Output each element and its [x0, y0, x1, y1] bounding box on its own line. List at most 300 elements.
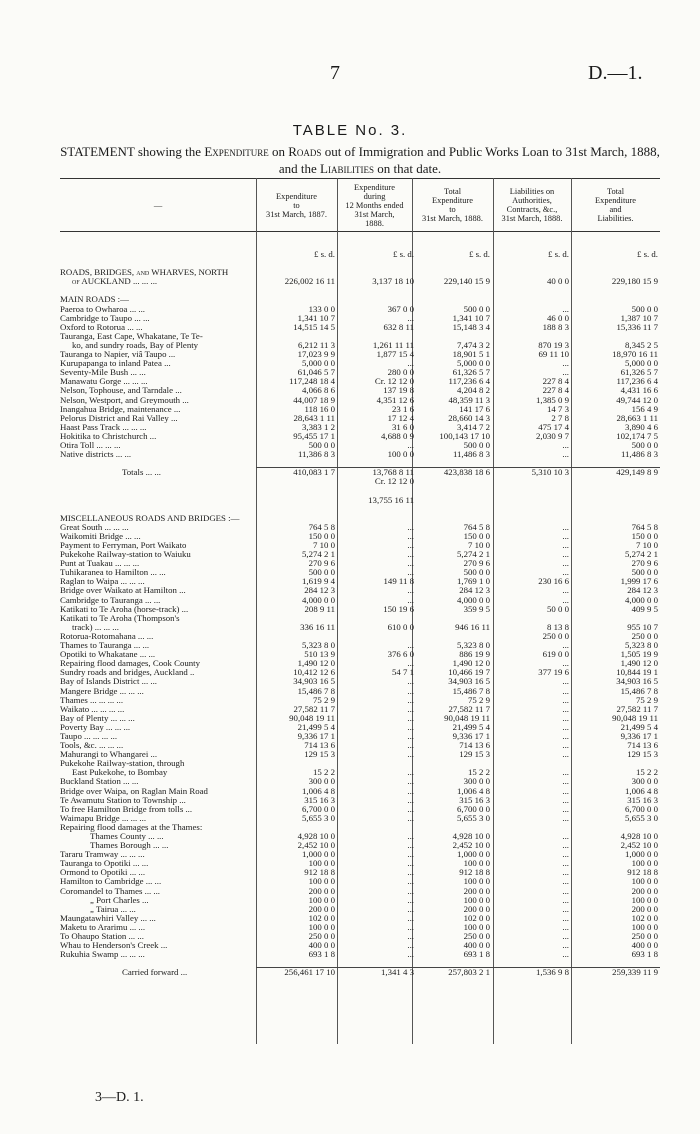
table-row: [60, 941, 660, 950]
row-description: Bridge over Waikato at Hamilton ...: [60, 586, 186, 596]
amount-cell: 270 9 6: [631, 558, 658, 569]
header-expenditure-1887: Expenditure to 31st March, 1887.: [266, 191, 327, 219]
table-row: [60, 596, 660, 605]
row-description: Waimapu Bridge ... ... ...: [60, 813, 147, 823]
table-row: [60, 441, 660, 450]
amount-cell: 2,030 9 7: [536, 430, 569, 441]
table-row: [60, 832, 660, 841]
amount-cell: 27,582 11 7: [616, 703, 658, 714]
amount-cell: ...: [562, 521, 569, 532]
header-total-with-liabilities: Total Expenditure and Liabilities.: [595, 187, 636, 223]
amount-cell: 2,452 10 0: [452, 840, 490, 851]
amount-cell: ...: [407, 567, 414, 578]
header-total-expenditure: Total Expenditure to 31st March, 1888.: [422, 187, 483, 223]
amount-cell: 4,000 0 0: [302, 594, 335, 605]
amount-cell: 46 0 0: [547, 312, 569, 323]
amount-cell: ...: [562, 885, 569, 896]
row-description: Katikati to Te Aroha (horse-track) ...: [60, 604, 189, 614]
amount-cell: 423,838 18 6: [443, 467, 490, 478]
unit-label: £ s. d.: [547, 249, 569, 259]
table-row: [60, 732, 660, 741]
amount-cell: 619 0 0: [542, 649, 569, 660]
amount-cell: ...: [407, 558, 414, 569]
amount-cell: 429,149 8 9: [616, 467, 658, 478]
amount-cell: 500 0 0: [308, 439, 335, 450]
amount-cell: 632 8 11: [383, 321, 414, 332]
amount-cell: 208 9 11: [304, 603, 335, 614]
amount-cell: ...: [407, 730, 414, 741]
amount-cell: 500 0 0: [631, 303, 658, 314]
row-description: Hamilton to Cambridge ... ...: [60, 877, 162, 887]
amount-cell: ...: [407, 521, 414, 532]
amount-cell: 5,000 0 0: [457, 358, 490, 369]
amount-cell: ...: [562, 903, 569, 914]
row-description: Rukuhia Swamp ... ... ...: [60, 950, 145, 960]
amount-cell: 48,359 11 3: [448, 394, 490, 405]
row-description: Repairing flood damages at the Thames:: [60, 822, 203, 832]
amount-cell: 1,490 12 0: [620, 658, 658, 669]
table-row: [60, 605, 660, 614]
amount-cell: ...: [407, 312, 414, 323]
amount-cell: ...: [562, 767, 569, 778]
amount-cell: 11,486 8 3: [452, 449, 490, 460]
table-row: [60, 314, 660, 323]
row-description: Bay of Plenty ... ... ...: [60, 713, 135, 723]
header-expenditure-during-year: Expenditure during 12 Months ended 31st March, 1888.: [345, 182, 404, 228]
row-description: Pukekohe Railway-station, through: [60, 759, 185, 769]
amount-cell: ...: [562, 358, 569, 369]
amount-cell: 1,769 1 0: [457, 576, 490, 587]
amount-cell: ...: [562, 940, 569, 951]
amount-cell: ...: [407, 940, 414, 951]
table-row: [60, 750, 660, 759]
amount-cell: 4,351 12 6: [376, 394, 414, 405]
amount-cell: ...: [407, 849, 414, 860]
rule-line: [256, 967, 660, 968]
row-description: Tauranga, East Cape, Whakatane, Te Te-: [60, 331, 203, 341]
amount-cell: 100 0 0: [463, 858, 490, 869]
amount-cell: ...: [562, 676, 569, 687]
row-description: Rotorua-Rotomahana ... ...: [60, 631, 154, 641]
amount-cell: ...: [562, 740, 569, 751]
table-row: [60, 295, 660, 304]
amount-cell: ...: [407, 885, 414, 896]
table-row: [60, 641, 660, 650]
amount-cell: 7 10 0: [468, 540, 490, 550]
table-row: [60, 796, 660, 805]
amount-cell: 100 0 0: [463, 894, 490, 905]
amount-cell: 300 0 0: [463, 776, 490, 787]
table-row: [60, 623, 660, 632]
table-row: [60, 514, 660, 523]
amount-cell: ...: [562, 803, 569, 814]
row-description: Bay of Islands District ... ...: [60, 677, 157, 687]
amount-cell: ...: [562, 594, 569, 605]
amount-cell: 2,452 10 0: [297, 840, 335, 851]
amount-cell: 250 0 0: [542, 630, 569, 641]
amount-cell: 6,700 0 0: [625, 803, 658, 814]
table-row: [60, 787, 660, 796]
row-description: Whau to Henderson's Creek ...: [60, 941, 168, 951]
amount-cell: ...: [407, 740, 414, 751]
amount-cell: 250 0 0: [308, 931, 335, 942]
amount-cell: 49,744 12 0: [616, 394, 658, 405]
amount-cell: 5,655 3 0: [625, 812, 658, 823]
amount-cell: ...: [562, 730, 569, 741]
row-description: Maungatawhiri Valley ... ...: [60, 913, 156, 923]
table-row: [60, 541, 660, 550]
table-row: [60, 568, 660, 577]
amount-cell: ...: [562, 367, 569, 378]
amount-cell: 34,903 16 5: [616, 676, 658, 687]
amount-cell: 100 0 0: [463, 921, 490, 932]
table-title: TABLE No. 3.: [292, 122, 408, 139]
amount-cell: 150 0 0: [308, 530, 335, 541]
amount-cell: 5,323 8 0: [302, 640, 335, 651]
spacer: [60, 505, 660, 514]
row-description: Tools, &c. ... ... ...: [60, 741, 124, 751]
row-description: of AUCKLAND ... ... ...: [72, 277, 158, 287]
amount-cell: 137 19 8: [383, 385, 414, 396]
row-description: Opotiki to Whakatane ... ...: [60, 650, 156, 660]
amount-cell: 284 12 3: [459, 585, 490, 596]
amount-cell: ...: [407, 658, 414, 669]
amount-cell: ...: [407, 594, 414, 605]
amount-cell: 9,336 17 1: [620, 730, 658, 741]
amount-cell: ...: [562, 567, 569, 578]
amount-cell: 11,386 8 3: [297, 449, 335, 460]
amount-cell: 764 5 8: [308, 521, 335, 532]
amount-cell: 102 0 0: [308, 912, 335, 923]
amount-cell: ...: [562, 549, 569, 560]
rule-line: [256, 467, 660, 468]
amount-cell: 4,928 10 0: [620, 831, 658, 841]
amount-cell: 912 18 8: [459, 867, 490, 878]
amount-cell: 150 0 0: [463, 530, 490, 541]
amount-cell: 15,486 7 8: [620, 685, 658, 696]
table-body: [60, 250, 660, 978]
amount-cell: 100 0 0: [631, 858, 658, 869]
amount-cell: ...: [562, 658, 569, 669]
amount-cell: 315 16 3: [627, 794, 658, 805]
amount-cell: 10,844 19 1: [616, 667, 658, 678]
amount-cell: ...: [562, 712, 569, 723]
unit-label: £ s. d.: [392, 249, 414, 259]
amount-cell: 149 11 8: [383, 576, 414, 587]
amount-cell: ...: [407, 721, 414, 732]
amount-cell: ...: [562, 640, 569, 651]
amount-cell: 300 0 0: [308, 776, 335, 787]
amount-cell: 150 0 0: [631, 530, 658, 541]
amount-cell: ...: [407, 712, 414, 723]
amount-cell: ...: [562, 540, 569, 550]
page-footer-ref: 3—D. 1.: [95, 1090, 144, 1105]
table-row: [60, 350, 660, 359]
statement-caption: STATEMENT showing the Expenditure on Roads out of Immigration and Public Works Loan to 31st March, 1888, and the Liabilities on that date.: [60, 144, 660, 176]
row-description: Sundry roads and bridges, Auckland ..: [60, 668, 195, 678]
amount-cell: 1,619 9 4: [302, 576, 335, 587]
amount-cell: 764 5 8: [463, 521, 490, 532]
amount-cell: 75 2 9: [636, 694, 658, 705]
table-row: [60, 968, 660, 977]
amount-cell: 1,387 10 7: [620, 312, 658, 323]
amount-cell: 693 1 8: [463, 949, 490, 960]
amount-cell: 1,536 9 8: [536, 967, 569, 978]
amount-cell: 5,655 3 0: [457, 812, 490, 823]
row-description: Otira Toll ... ... ...: [60, 440, 121, 450]
row-description: Katikati to Te Aroha (Thompson's: [60, 613, 180, 623]
amount-cell: 1,000 0 0: [302, 849, 335, 860]
amount-cell: ...: [407, 876, 414, 887]
amount-cell: 714 13 6: [304, 740, 335, 751]
row-description: Thames Borough ... ...: [90, 841, 169, 851]
amount-cell: 15,336 11 7: [616, 321, 658, 332]
amount-cell: 1,261 11 11: [372, 339, 414, 350]
amount-cell: ...: [407, 812, 414, 823]
amount-cell: 946 16 11: [455, 621, 490, 632]
amount-cell: 34,903 16 5: [448, 676, 490, 687]
amount-cell: ...: [562, 530, 569, 541]
amount-cell: 23 1 6: [392, 403, 414, 414]
row-description: track) ... ... ...: [72, 622, 119, 632]
table-row: [60, 359, 660, 368]
amount-cell: 912 18 8: [304, 867, 335, 878]
amount-cell: 500 0 0: [463, 439, 490, 450]
amount-cell: ...: [407, 767, 414, 778]
row-description: Seventy-Mile Bush ... ...: [60, 368, 146, 378]
amount-cell: 14,515 14 5: [293, 321, 335, 332]
amount-cell: 95,455 17 1: [293, 430, 335, 441]
table-row: [60, 450, 660, 459]
table-row: [60, 550, 660, 559]
row-description: Maketu to Ararimu ... ...: [60, 922, 146, 932]
amount-cell: 102 0 0: [463, 912, 490, 923]
amount-cell: 129 15 3: [459, 749, 490, 760]
table-row: [60, 614, 660, 623]
row-description: ko, and sundry roads, Bay of Plenty: [72, 340, 199, 350]
amount-cell: 6,212 11 3: [297, 339, 335, 350]
table-row: [60, 650, 660, 659]
amount-cell: 4,688 0 9: [381, 430, 414, 441]
amount-cell: 102 0 0: [631, 912, 658, 923]
amount-cell: 50 0 0: [547, 603, 569, 614]
row-description: MISCELLANEOUS ROADS AND BRIDGES :—: [60, 513, 240, 523]
amount-cell: ...: [407, 694, 414, 705]
row-description: To Ohaupo Station ... ...: [60, 932, 144, 942]
amount-cell: 13,768 8 11: [372, 467, 414, 478]
unit-label: £ s. d.: [636, 249, 658, 259]
amount-cell: ...: [407, 903, 414, 914]
amount-cell: 13,755 16 11: [368, 494, 414, 505]
row-description: Coromandel to Thames ... ...: [60, 886, 161, 896]
amount-cell: 75 2 9: [313, 694, 335, 705]
amount-cell: 100 0 0: [308, 858, 335, 869]
table-row: [60, 950, 660, 959]
row-description: Totals ... ...: [122, 468, 161, 478]
amount-cell: 100,143 17 10: [439, 430, 490, 441]
row-description: Mangere Bridge ... ... ...: [60, 686, 144, 696]
amount-cell: ...: [407, 840, 414, 851]
row-description: To free Hamilton Bridge from tolls ...: [60, 804, 193, 814]
amount-cell: ...: [407, 585, 414, 596]
amount-cell: ...: [407, 803, 414, 814]
amount-cell: 226,002 16 11: [284, 276, 335, 287]
amount-cell: ...: [407, 749, 414, 760]
row-description: Poverty Bay ... ... ...: [60, 722, 131, 732]
amount-cell: 1,000 0 0: [625, 849, 658, 860]
amount-cell: 5,274 2 1: [625, 549, 658, 560]
amount-cell: 118 16 0: [304, 403, 335, 414]
amount-cell: ...: [562, 776, 569, 787]
amount-cell: 44,007 18 9: [293, 394, 335, 405]
header-description: —: [153, 200, 163, 210]
amount-cell: 5,274 2 1: [302, 549, 335, 560]
row-description: Buckland Station ... ...: [60, 777, 139, 787]
amount-cell: ...: [562, 439, 569, 450]
row-description: Waikato ... ... ... ...: [60, 704, 125, 714]
row-description: Oxford to Rotorua ... ...: [60, 322, 143, 332]
table-row: [60, 277, 660, 286]
table-row: [60, 577, 660, 586]
amount-cell: ...: [407, 949, 414, 960]
row-description: Mahurangi to Whangarei ...: [60, 750, 158, 760]
amount-cell: Cr. 12 12 0: [374, 476, 414, 487]
row-description: Ormond to Opotiki ... ...: [60, 868, 146, 878]
row-description: Thames County ... ...: [90, 832, 164, 841]
row-description: Punt at Tuakau ... ... ...: [60, 559, 140, 569]
table-row: [60, 877, 660, 886]
amount-cell: 955 10 7: [627, 621, 658, 632]
row-description: Haast Pass Track ... ... ...: [60, 422, 147, 432]
amount-cell: ...: [407, 358, 414, 369]
row-description: Tauranga to Napier, viâ Taupo ...: [60, 350, 176, 360]
amount-cell: 10,412 12 6: [293, 667, 335, 678]
row-description: Cambridge to Tauranga ... ...: [60, 595, 161, 605]
amount-cell: 4,000 0 0: [625, 594, 658, 605]
amount-cell: 270 9 6: [308, 558, 335, 569]
row-description: Kurupapanga to inland Patea ...: [60, 359, 171, 369]
amount-cell: 7 10 0: [636, 540, 658, 550]
amount-cell: ...: [407, 894, 414, 905]
table-row: [60, 559, 660, 568]
amount-cell: ...: [562, 831, 569, 841]
amount-cell: ...: [562, 894, 569, 905]
document-reference: D.—1.: [588, 62, 643, 84]
table-row: [60, 423, 660, 432]
table-row: [60, 377, 660, 386]
amount-cell: 376 6 0: [387, 649, 414, 660]
table-row: [60, 705, 660, 714]
amount-cell: 1,877 15 4: [376, 349, 414, 360]
amount-cell: 500 0 0: [308, 567, 335, 578]
amount-cell: 400 0 0: [631, 940, 658, 951]
amount-cell: 475 17 4: [538, 421, 569, 432]
table-row: [60, 405, 660, 414]
amount-cell: 200 0 0: [463, 885, 490, 896]
amount-cell: ...: [562, 558, 569, 569]
table-row: [60, 368, 660, 377]
row-description: Carried forward ...: [122, 968, 188, 978]
amount-cell: 100 0 0: [308, 894, 335, 905]
amount-cell: 14 7 3: [547, 403, 569, 414]
amount-cell: 250 0 0: [631, 931, 658, 942]
table-header: [60, 178, 660, 232]
amount-cell: 15 2 2: [468, 767, 490, 778]
amount-cell: 5,000 0 0: [625, 358, 658, 369]
amount-cell: ...: [562, 721, 569, 732]
table-row: [60, 923, 660, 932]
amount-cell: 28,663 1 11: [616, 412, 658, 423]
amount-cell: 5,000 0 0: [302, 358, 335, 369]
amount-cell: 90,048 19 11: [289, 712, 335, 723]
row-description: Te Awamutu Station to Township ...: [60, 795, 186, 805]
table-row: [60, 723, 660, 732]
amount-cell: ...: [407, 776, 414, 787]
row-description: Taupo ... ... ... ...: [60, 731, 118, 741]
amount-cell: ...: [562, 749, 569, 760]
amount-cell: ...: [407, 931, 414, 942]
table-row: [60, 868, 660, 877]
amount-cell: ...: [407, 921, 414, 932]
amount-cell: 200 0 0: [631, 903, 658, 914]
amount-cell: 117,248 18 4: [289, 376, 335, 387]
amount-cell: 11,486 8 3: [620, 449, 658, 460]
amount-cell: 284 12 3: [627, 585, 658, 596]
amount-cell: 693 1 8: [631, 949, 658, 960]
amount-cell: 270 9 6: [463, 558, 490, 569]
spacer: [60, 286, 660, 295]
table-row: [60, 396, 660, 405]
table-row: [60, 341, 660, 350]
row-description: ROADS, BRIDGES, and WHARVES, NORTH: [60, 268, 229, 278]
row-description: Tauranga to Opotiki ... ...: [60, 859, 149, 869]
amount-cell: 15 2 2: [313, 767, 335, 778]
amount-cell: 2,452 10 0: [620, 840, 658, 851]
amount-cell: 100 0 0: [631, 921, 658, 932]
amount-cell: 912 18 8: [627, 867, 658, 878]
amount-cell: 100 0 0: [387, 449, 414, 460]
amount-cell: 257,803 2 1: [448, 967, 490, 978]
amount-cell: 100 0 0: [631, 876, 658, 887]
amount-cell: 27,582 11 7: [448, 703, 490, 714]
table-row: [60, 759, 660, 768]
amount-cell: ...: [407, 530, 414, 541]
table-row: [60, 386, 660, 395]
row-description: Hokitika to Christchurch ...: [60, 431, 157, 441]
amount-cell: ...: [562, 449, 569, 460]
table-row: [60, 914, 660, 923]
amount-cell: ...: [562, 931, 569, 942]
amount-cell: 21,499 5 4: [452, 721, 490, 732]
table-row: [60, 777, 660, 786]
units-row: [60, 250, 660, 259]
amount-cell: 230 16 6: [538, 576, 569, 587]
table-row: [60, 896, 660, 905]
amount-cell: 200 0 0: [308, 903, 335, 914]
table-row: [60, 887, 660, 896]
amount-cell: 75 2 9: [468, 694, 490, 705]
unit-label: £ s. d.: [313, 249, 335, 259]
amount-cell: 1,505 19 9: [620, 649, 658, 660]
row-description: Thames to Tauranga ... ...: [60, 641, 150, 651]
row-description: Payment to Ferryman, Port Waikato: [60, 541, 187, 550]
table-row: [60, 332, 660, 341]
amount-cell: 100 0 0: [308, 921, 335, 932]
amount-cell: ...: [562, 812, 569, 823]
amount-cell: 4,928 10 0: [297, 831, 335, 841]
amount-cell: 28,660 14 3: [448, 412, 490, 423]
amount-cell: 3,383 1 2: [302, 421, 335, 432]
